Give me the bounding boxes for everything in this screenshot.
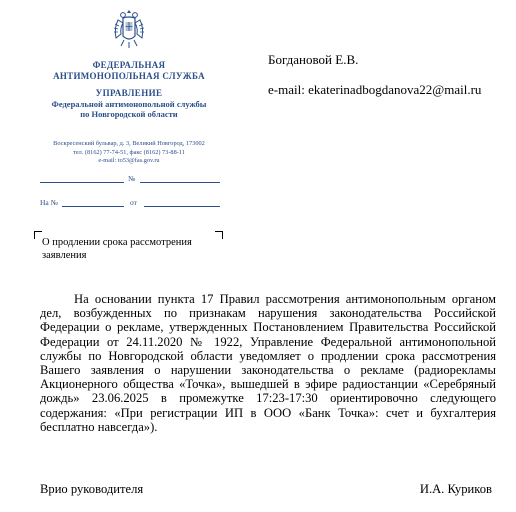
reply-date-line bbox=[144, 206, 220, 207]
recipient-email: e-mail: ekaterinadbogdanova22@mail.ru bbox=[268, 82, 482, 97]
agency-phone: тел. (8162) 77-74-51, факс (8162) 73-88-11 bbox=[73, 149, 185, 156]
letter-subject: О продлении срока рассмотрения заявления bbox=[42, 237, 192, 261]
recipient-name: Богдановой Е.В. bbox=[268, 52, 359, 67]
reply-number-label: На № bbox=[40, 198, 58, 207]
signatory-role: Врио руководителя bbox=[40, 482, 144, 496]
department-title: УПРАВЛЕНИЕ bbox=[95, 88, 163, 98]
registration-date-line bbox=[40, 182, 124, 183]
agency-name-line2: АНТИМОНОПОЛЬНАЯ СЛУЖБА bbox=[53, 71, 205, 81]
coat-of-arms-icon bbox=[112, 8, 146, 50]
department-name-line2: по Новгородской области bbox=[80, 109, 178, 119]
reply-date-label: от bbox=[130, 198, 137, 207]
agency-name-line1: ФЕДЕРАЛЬНАЯ bbox=[92, 60, 166, 70]
subject-corner-left bbox=[34, 231, 42, 239]
registration-number-line bbox=[140, 182, 220, 183]
registration-number-sign: № bbox=[128, 174, 136, 183]
letter-body: На основании пункта 17 Правил рассмотрения антимонопольным органом дел, возбужденных по признакам нарушения законодательства Российской Федерации о рекламе, утвержденных Постановлением Правительства Российской Федерации от 24.11.2020 № 1922, Управление Федеральной антимонопольной службы по Новгородской области уведомляет о продлении срока рассмотрения Вашего заявления о нарушении законодательства о рекламе (радиорекламы Акционерного общества «Точка», вышедшей в эфире радиостанции «Серебряный дождь» 23.06.2025 в промежутке 17:23-17:30 ориентировочно следующего содержания: «При регистрации ИП в ООО «Банк Точка»: счет и бухгалтерия бесплатно навсегда»). bbox=[40, 292, 496, 434]
agency-email: e-mail: to53@fas.gov.ru bbox=[98, 157, 160, 164]
reply-number-line bbox=[62, 206, 124, 207]
department-name-line1: Федеральной антимонопольной службы bbox=[51, 99, 207, 109]
agency-address: Воскресенский бульвар, д. 3, Великий Новгород, 173002 bbox=[53, 140, 205, 147]
signatory-name: И.А. Куриков bbox=[419, 482, 492, 496]
